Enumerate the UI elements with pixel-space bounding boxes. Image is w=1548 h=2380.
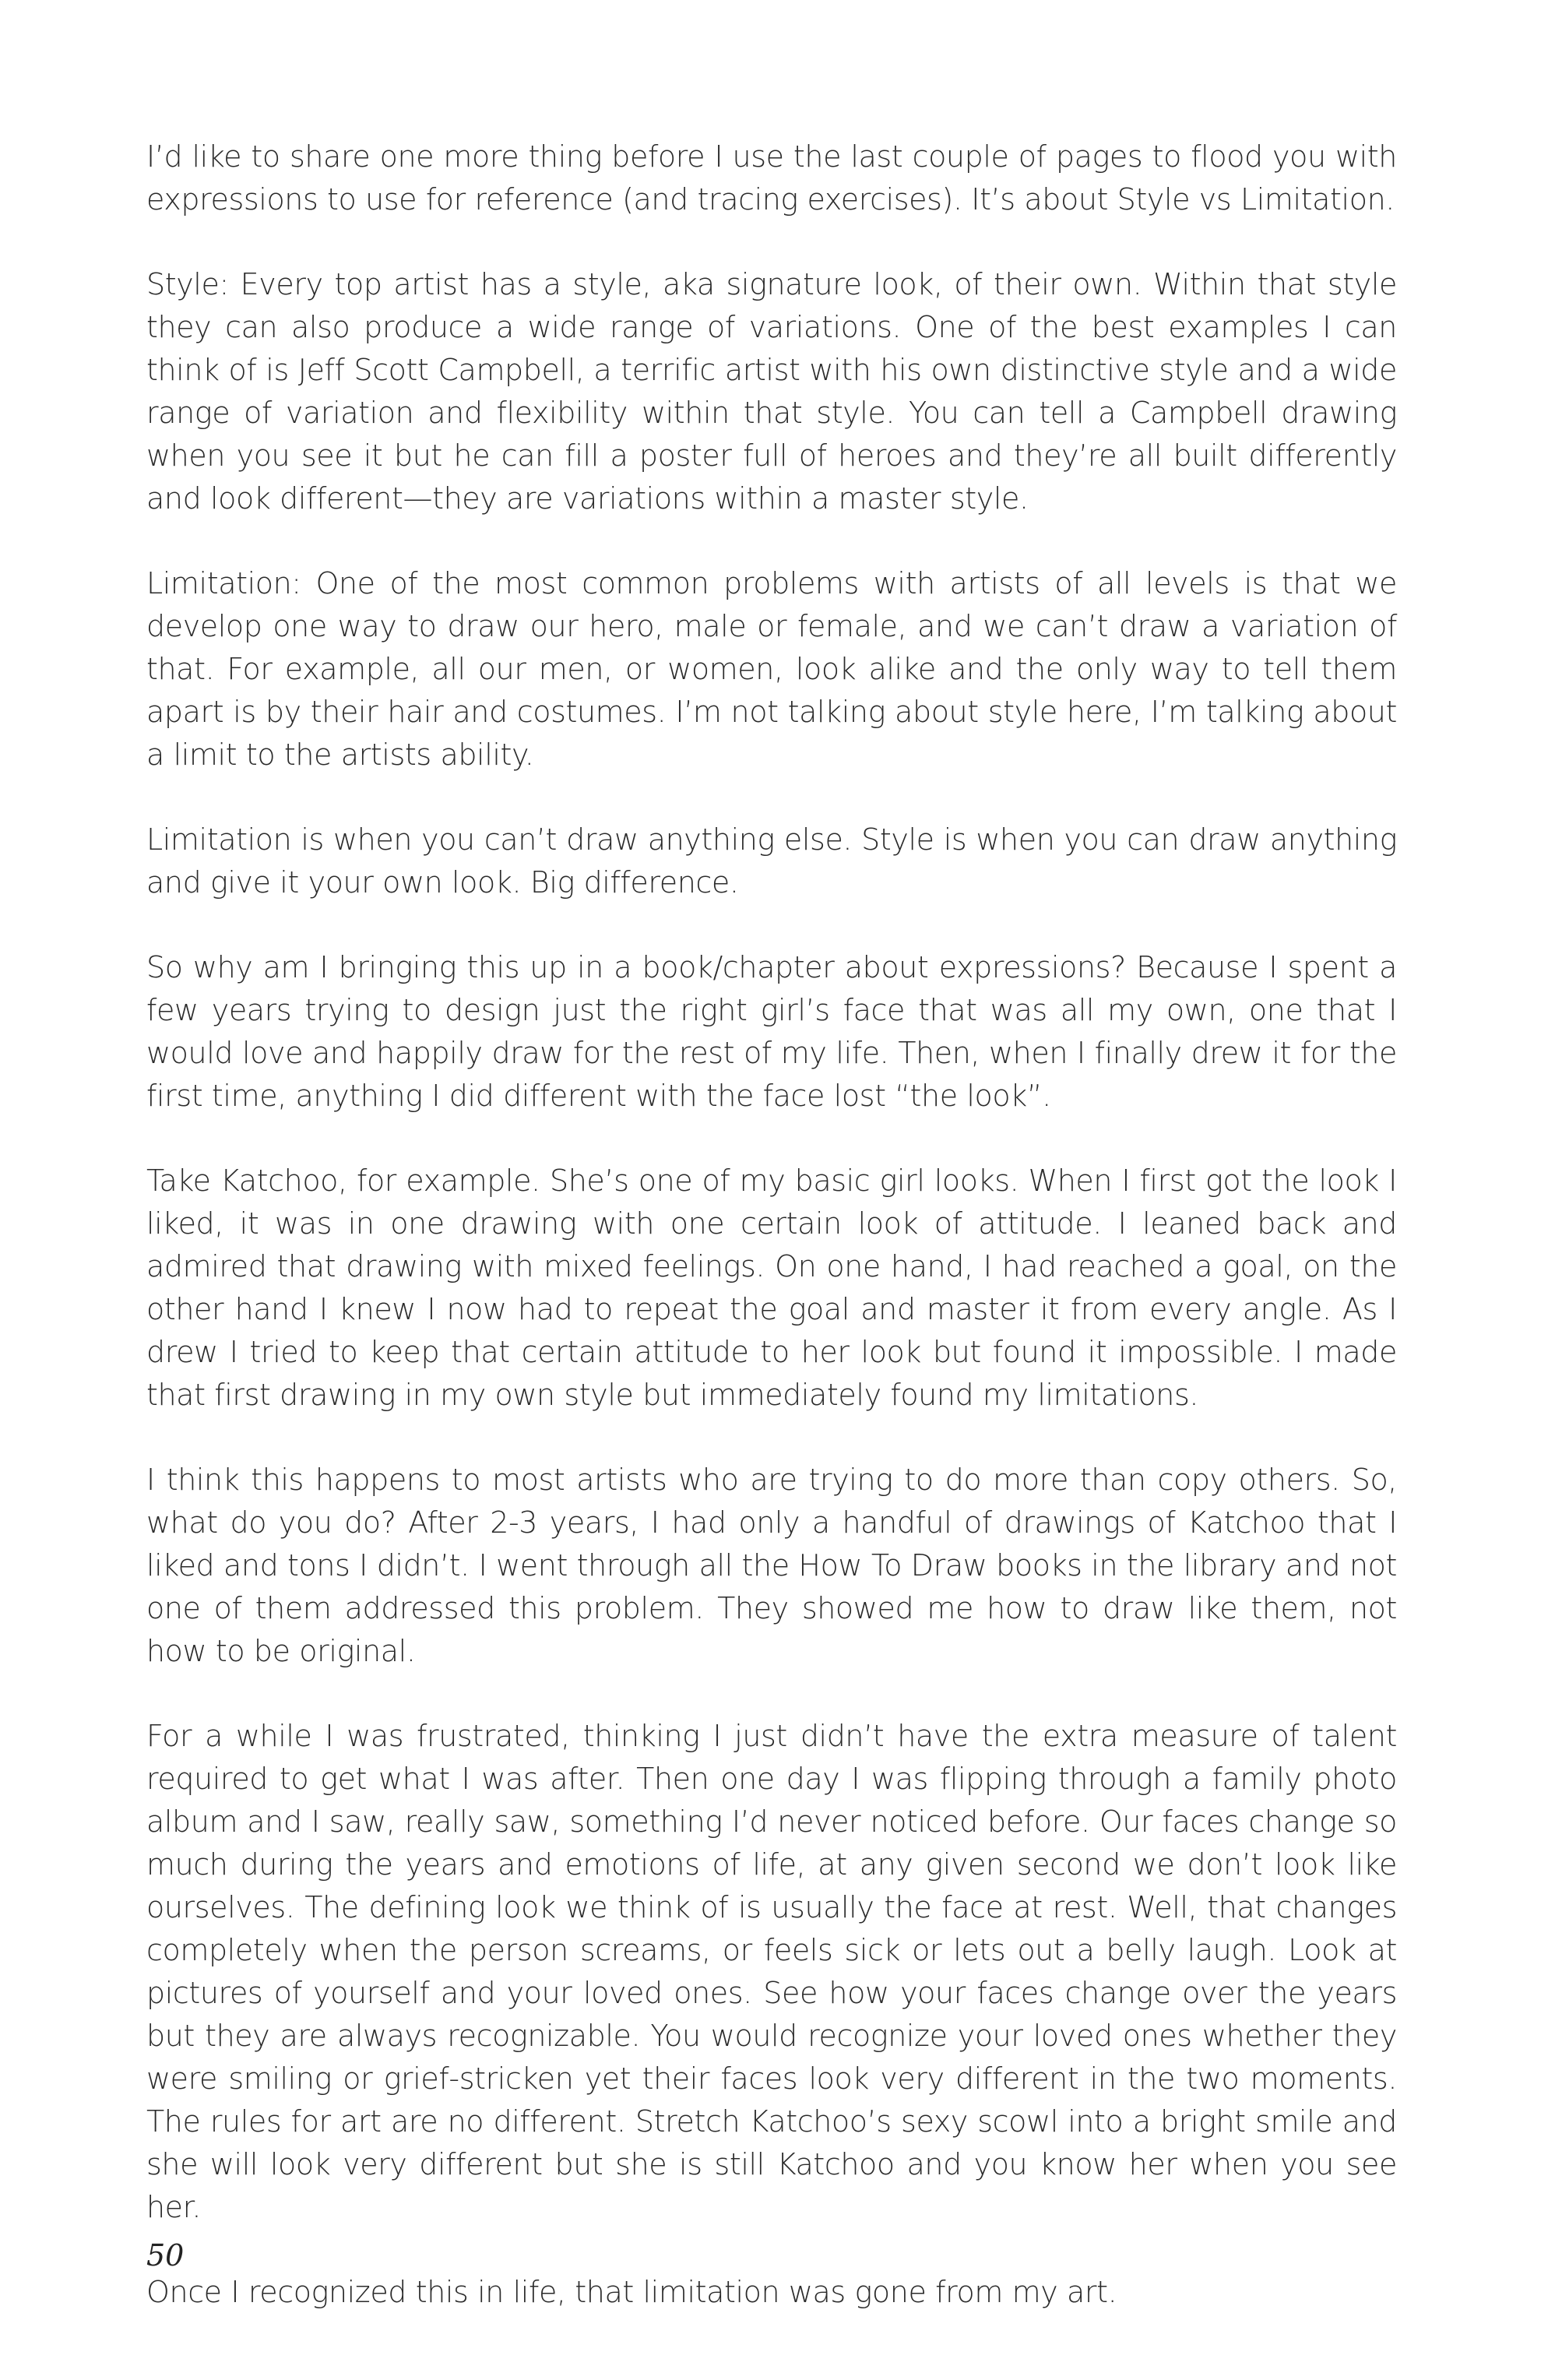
paragraph-intro: I’d like to share one more thing before I use the last couple of pages to flood you with expressions to use for reference (and tracing exercises). It’s about Style vs Limitation. (146, 139, 1397, 217)
paragraph-why: So why am I bringing this up in a book/chapter about expressions? Because I spent a few years trying to design just the right girl’s face that was all my own, one that I would love and happily draw for the rest of my life. Then, when I finally drew it for the first time, anything I did different with the face lost “the look”. (146, 950, 1397, 1113)
page-number: 50 (146, 2238, 185, 2273)
paragraph-conclusion: Once I recognized this in life, that limitation was gone from my art. (146, 2275, 1117, 2309)
paragraph-style: Style: Every top artist has a style, aka signature look, of their own. Within that style they can also produce a wide range of variations. One of the best examples I can think of is Jeff Scott Campbell, a terrific artist with his own distinctive style and a wide range of variation and flexibility within that style. You can tell a Campbell drawing when you see it but he can fill a poster full of heroes and they’re all built differently and look different—they are variations within a master style. (146, 267, 1397, 516)
paragraph-most-artists: I think this happens to most artists who are trying to do more than copy others. So, what do you do? After 2-3 years, I had only a handful of drawings of Katchoo that I liked and tons I didn’t. I went through all the How To Draw books in the library and not one of them addressed this problem. They showed me how to draw like them, not how to be original. (146, 1463, 1397, 1668)
page-body (146, 136, 1397, 2356)
paragraph-photo-album: For a while I was frustrated, thinking I just didn’t have the extra measure of talent required to get what I was after. Then one day I was flipping through a family photo album and I saw, really saw, something I’d never noticed before. Our faces change so much during the years and emotions of life, at any given second we don’t look like ourselves. The defining look we think of is usually the face at rest. Well, that changes completely when the person screams, or feels sick or lets out a belly laugh. Look at pictures of yourself and your loved ones. See how your faces change over the years but they are always recognizable. You would recognize your loved ones whether they were smiling or grief-stricken yet their faces look very different in the two moments. The rules for art are no different. Stretch Katchoo’s sexy scowl into a bright smile and she will look very different but she is still Katchoo and you know her when you see her. (146, 1719, 1397, 2224)
paragraph-limitation: Limitation: One of the most common problems with artists of all levels is that we develop one way to draw our hero, male or female, and we can’t draw a variation of that. For example, all our men, or women, look alike and the only way to tell them apart is by their hair and costumes. I’m not talking about style here, I’m talking about a limit to the artists ability. (146, 566, 1397, 772)
paragraph-katchoo: Take Katchoo, for example. She’s one of my basic girl looks. When I first got the look I liked, it was in one drawing with one certain look of attitude. I leaned back and admired that drawing with mixed feelings. On one hand, I had reached a goal, on the other hand I knew I now had to repeat the goal and master it from every angle. As I drew I tried to keep that certain attitude to her look but found it impossible. I made that first drawing in my own style but immediately found my limitations. (146, 1164, 1397, 1412)
paragraph-difference: Limitation is when you can’t draw anything else. Style is when you can draw anything and give it your own look. Big difference. (146, 822, 1397, 900)
